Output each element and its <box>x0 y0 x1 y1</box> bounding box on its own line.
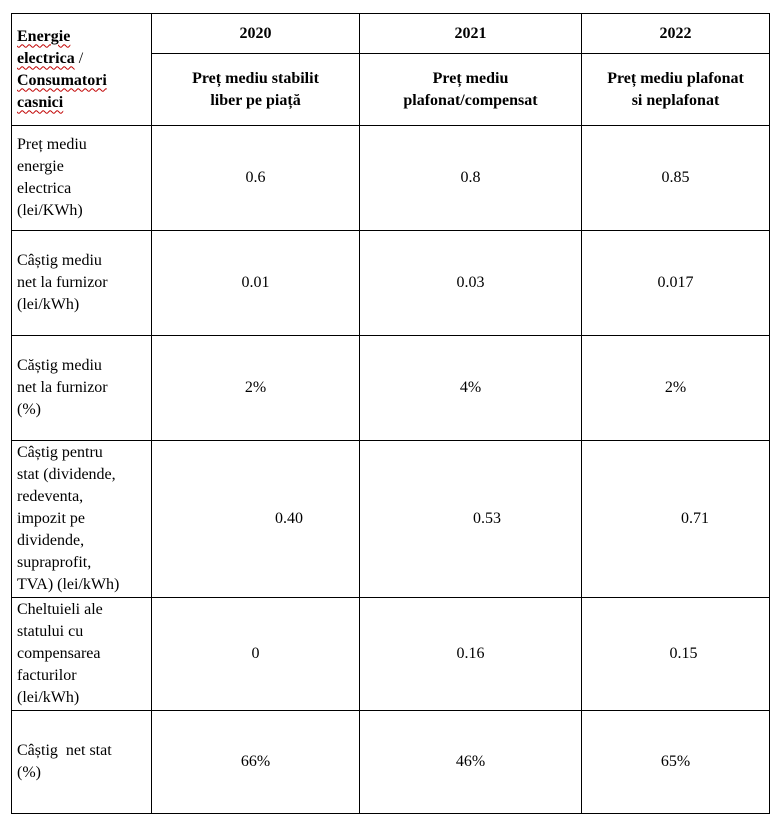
value-2022: 2% <box>582 336 770 441</box>
label-line: Câștig pentru <box>17 444 103 461</box>
label-line: energie <box>17 158 64 175</box>
label-line: electrica <box>17 180 72 197</box>
label-line: (lei/kWh) <box>17 689 80 706</box>
value-2021: 0.53 <box>360 441 582 598</box>
row-label <box>12 711 152 814</box>
year-2020-header: 2020 <box>152 14 360 54</box>
label-line: net la furnizor <box>17 274 108 291</box>
year-2021-header: 2021 <box>360 14 582 54</box>
label-line: statului cu <box>17 623 84 640</box>
year-2022-header: 2022 <box>582 14 770 54</box>
label-line: Preț mediu <box>17 136 87 153</box>
corner-line-2-suffix: / <box>74 49 84 67</box>
value-2022: 0.71 <box>582 441 770 598</box>
row-label <box>12 441 152 598</box>
row-label <box>12 336 152 441</box>
subheader-2021-line-2: plafonat/compensat <box>403 91 538 109</box>
label-line: (lei/KWh) <box>17 202 83 219</box>
label-line: (lei/kWh) <box>17 296 80 313</box>
row-label <box>12 231 152 336</box>
subheader-2022-line-1: Preț mediu plafonat <box>607 69 744 87</box>
value-2021: 4% <box>360 336 582 441</box>
value-2022: 0.15 <box>582 598 770 711</box>
table-row <box>12 711 770 814</box>
value-2021: 46% <box>360 711 582 814</box>
table-row <box>12 126 770 231</box>
table-row <box>12 336 770 441</box>
subheader-2020 <box>152 54 360 126</box>
row-label <box>12 126 152 231</box>
value-2022: 65% <box>582 711 770 814</box>
year-header-row <box>12 14 770 54</box>
label-line: net la furnizor <box>17 379 108 396</box>
corner-line-3: Consumatori <box>17 71 107 89</box>
subheader-2022 <box>582 54 770 126</box>
subheader-2021 <box>360 54 582 126</box>
label-line: facturilor <box>17 667 77 684</box>
label-line: Câștig net stat <box>17 742 112 759</box>
value-2022: 0.017 <box>582 231 770 336</box>
label-line: impozit pe <box>17 510 85 527</box>
subheader-2022-line-2: si neplafonat <box>631 91 720 109</box>
corner-line-2-word: electrica <box>17 49 75 67</box>
label-line: Cheltuieli ale <box>17 601 103 618</box>
corner-line-1: Energie <box>17 27 71 45</box>
value-2020: 0 <box>152 598 360 711</box>
subheader-2020-line-1: Preț mediu stabilit <box>192 69 319 87</box>
label-line: stat (dividende, <box>17 466 116 483</box>
corner-line-2 <box>17 48 151 70</box>
value-2021: 0.16 <box>360 598 582 711</box>
subheader-2020-line-2: liber pe piață <box>210 91 301 109</box>
label-line: supraprofit, <box>17 554 92 571</box>
value-2022: 0.85 <box>582 126 770 231</box>
value-2020: 0.01 <box>152 231 360 336</box>
value-2021: 0.03 <box>360 231 582 336</box>
table-row <box>12 231 770 336</box>
row-label <box>12 598 152 711</box>
label-line: Câștig mediu <box>17 252 102 269</box>
label-line: (%) <box>17 401 41 418</box>
label-line: dividende, <box>17 532 85 549</box>
label-line: Căștig mediu <box>17 357 102 374</box>
label-line: compensarea <box>17 645 101 662</box>
label-line: redeventa, <box>17 488 84 505</box>
corner-line-4: casnici <box>17 93 64 111</box>
table-row <box>12 441 770 598</box>
value-2020: 0.6 <box>152 126 360 231</box>
label-line: TVA) (lei/kWh) <box>17 576 120 593</box>
value-2020: 66% <box>152 711 360 814</box>
corner-header-cell <box>12 14 152 126</box>
value-2020: 0.40 <box>152 441 360 598</box>
subheader-2021-line-1: Preț mediu <box>432 69 509 87</box>
energy-price-table <box>11 13 770 814</box>
table-row <box>12 598 770 711</box>
value-2020: 2% <box>152 336 360 441</box>
label-line: (%) <box>17 764 41 781</box>
value-2021: 0.8 <box>360 126 582 231</box>
